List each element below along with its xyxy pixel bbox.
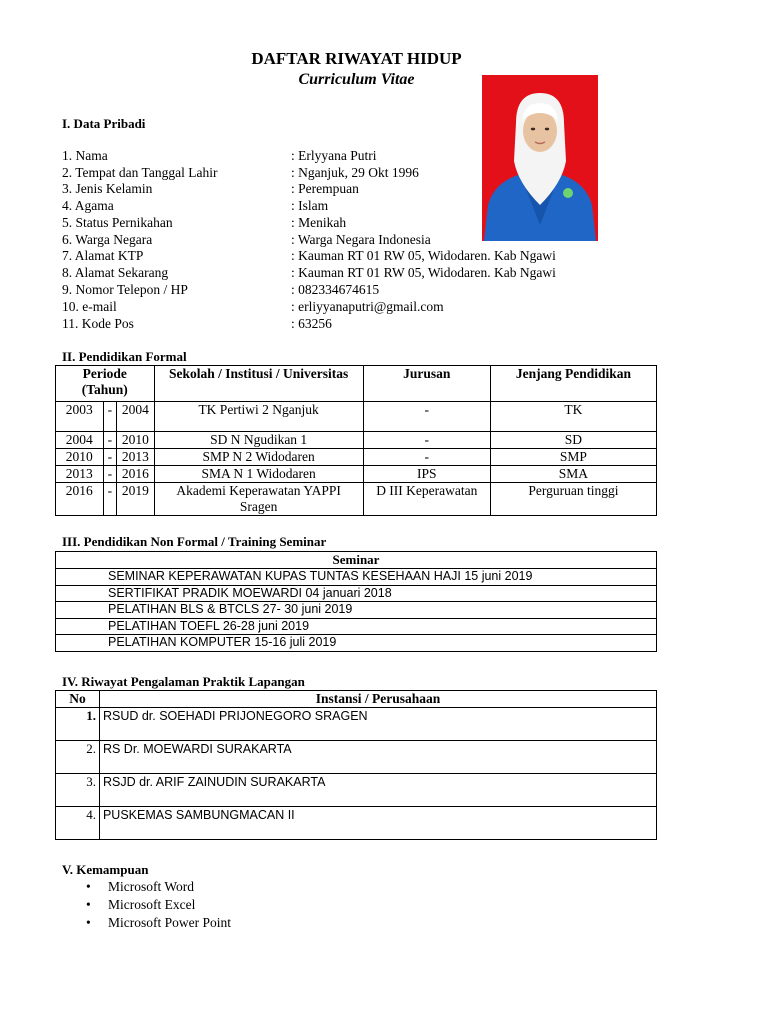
list-item: • Microsoft Word: [86, 878, 231, 896]
education-major: D III Keperawatan: [363, 483, 490, 516]
table-row: [56, 432, 657, 449]
education-level: SMP: [490, 449, 656, 466]
table-row: [56, 741, 657, 774]
practice-header-institution: Instansi / Perusahaan: [99, 691, 656, 708]
practice-institution: RSUD dr. SOEHADI PRIJONEGORO SRAGEN: [99, 708, 656, 741]
table-row: [56, 635, 657, 652]
seminar-item: PELATIHAN BLS & BTCLS 27- 30 juni 2019: [56, 602, 657, 619]
education-year-from: 2010: [56, 449, 104, 466]
education-year-to: 2013: [117, 449, 154, 466]
education-year-from: 2016: [56, 483, 104, 516]
section-heading-skills: V. Kemampuan: [62, 862, 149, 877]
education-year-to: 2019: [117, 483, 154, 516]
table-row: [56, 585, 657, 602]
education-school: Akademi Keperawatan YAPPI Sragen: [154, 483, 363, 516]
education-year-from: 2004: [56, 432, 104, 449]
skills-list: [86, 878, 231, 932]
personal-label: 10. e-mail: [62, 299, 117, 314]
list-item: • Microsoft Excel: [86, 896, 231, 914]
practice-header-no: No: [56, 691, 100, 708]
section-heading-personal: I. Data Pribadi: [62, 116, 146, 131]
practice-no: 3.: [56, 774, 100, 807]
education-school: SMA N 1 Widodaren: [154, 466, 363, 483]
education-year-separator: -: [103, 432, 117, 449]
profile-photo: [482, 75, 598, 241]
education-level: Perguruan tinggi: [490, 483, 656, 516]
practice-no: 2.: [56, 741, 100, 774]
seminar-item: PELATIHAN KOMPUTER 15-16 juli 2019: [56, 635, 657, 652]
table-row: [56, 618, 657, 635]
education-school: SD N Ngudikan 1: [154, 432, 363, 449]
personal-value: : 63256: [291, 316, 332, 331]
education-school: TK Pertiwi 2 Nganjuk: [154, 402, 363, 432]
personal-value: : Menikah: [291, 215, 347, 230]
education-level: SMA: [490, 466, 656, 483]
personal-label: 8. Alamat Sekarang: [62, 265, 169, 280]
personal-label: 5. Status Pernikahan: [62, 215, 173, 230]
section-heading-education: II. Pendidikan Formal: [62, 349, 187, 364]
section-heading-practice: IV. Riwayat Pengalaman Praktik Lapangan: [62, 674, 305, 689]
table-row: [56, 402, 657, 432]
table-row: [56, 569, 657, 586]
education-year-to: 2004: [117, 402, 154, 432]
seminar-header: Seminar: [56, 552, 657, 569]
personal-value: : Perempuan: [291, 181, 359, 196]
document-title: DAFTAR RIWAYAT HIDUP: [251, 49, 462, 68]
table-row: [56, 449, 657, 466]
seminar-item: SEMINAR KEPERAWATAN KUPAS TUNTAS KESEHAAN HAJI 15 juni 2019: [56, 569, 657, 586]
personal-value: : Erlyyana Putri: [291, 148, 377, 163]
education-year-to: 2010: [117, 432, 154, 449]
table-row: [56, 602, 657, 619]
personal-label: 1. Nama: [62, 148, 108, 163]
section-heading-nonformal: III. Pendidikan Non Formal / Training Seminar: [62, 534, 327, 549]
practice-institution: RSJD dr. ARIF ZAINUDIN SURAKARTA: [99, 774, 656, 807]
education-major: -: [363, 432, 490, 449]
practice-no: 4.: [56, 807, 100, 840]
personal-label: 2. Tempat dan Tanggal Lahir: [62, 165, 218, 180]
table-row: [56, 774, 657, 807]
practice-table: [55, 690, 657, 840]
seminar-table: [55, 551, 657, 652]
education-major: IPS: [363, 466, 490, 483]
personal-label: 7. Alamat KTP: [62, 248, 144, 263]
education-year-from: 2013: [56, 466, 104, 483]
practice-institution: PUSKEMAS SAMBUNGMACAN II: [99, 807, 656, 840]
table-row: [56, 466, 657, 483]
personal-label: 3. Jenis Kelamin: [62, 181, 153, 196]
education-year-separator: -: [103, 483, 117, 516]
document-subtitle: Curriculum Vitae: [298, 71, 415, 88]
personal-value: : Warga Negara Indonesia: [291, 232, 431, 247]
personal-value: : Kauman RT 01 RW 05, Widodaren. Kab Ngawi: [291, 248, 556, 263]
personal-value: : Islam: [291, 198, 329, 213]
table-row: [56, 807, 657, 840]
education-header-level: Jenjang Pendidikan: [490, 366, 656, 402]
personal-value: : Nganjuk, 29 Okt 1996: [291, 165, 419, 180]
education-level: TK: [490, 402, 656, 432]
seminar-item: PELATIHAN TOEFL 26-28 juni 2019: [56, 618, 657, 635]
education-major: -: [363, 449, 490, 466]
education-header-school: Sekolah / Institusi / Universitas: [154, 366, 363, 402]
education-level: SD: [490, 432, 656, 449]
personal-label: 6. Warga Negara: [62, 232, 153, 247]
seminar-item: SERTIFIKAT PRADIK MOEWARDI 04 januari 2018: [56, 585, 657, 602]
education-school: SMP N 2 Widodaren: [154, 449, 363, 466]
education-header-period: Periode (Tahun): [56, 366, 155, 402]
education-year-from: 2003: [56, 402, 104, 432]
practice-no: 1.: [56, 708, 100, 741]
education-major: -: [363, 402, 490, 432]
practice-institution: RS Dr. MOEWARDI SURAKARTA: [99, 741, 656, 774]
education-table: [55, 365, 657, 516]
personal-label: 4. Agama: [62, 198, 114, 213]
education-year-to: 2016: [117, 466, 154, 483]
personal-label: 9. Nomor Telepon / HP: [62, 282, 188, 297]
email-value: : erliyyanaputri@gmail.com: [291, 299, 444, 314]
personal-value: : 082334674615: [291, 282, 380, 297]
personal-label: 11. Kode Pos: [62, 316, 134, 331]
education-header-major: Jurusan: [363, 366, 490, 402]
table-row: [56, 483, 657, 516]
table-row: [56, 708, 657, 741]
education-year-separator: -: [103, 449, 117, 466]
education-year-separator: -: [103, 466, 117, 483]
list-item: • Microsoft Power Point: [86, 914, 231, 932]
personal-value: : Kauman RT 01 RW 05, Widodaren. Kab Ngawi: [291, 265, 556, 280]
education-year-separator: -: [103, 402, 117, 432]
